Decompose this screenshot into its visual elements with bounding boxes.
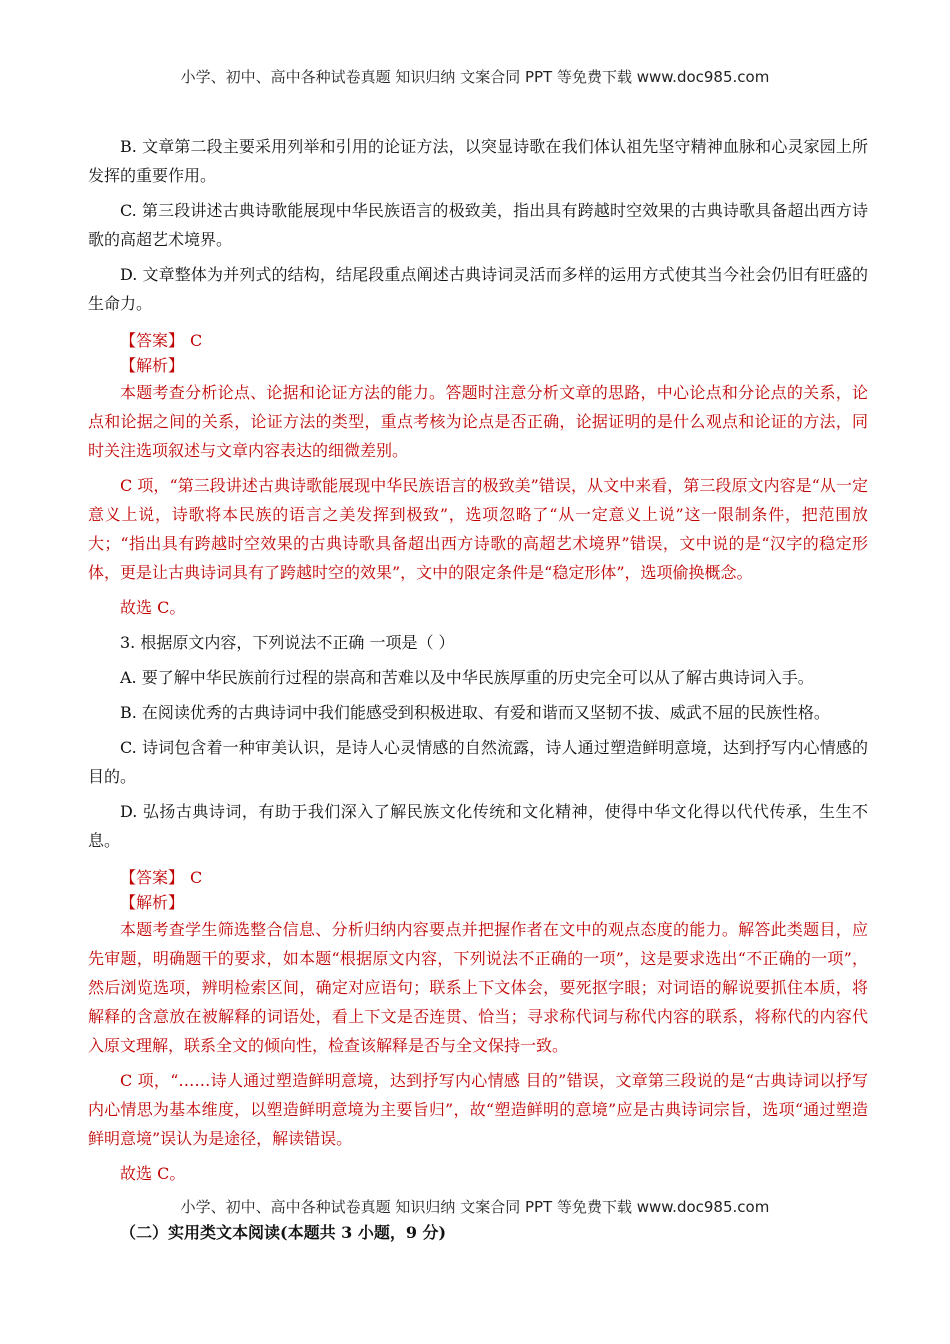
q2-analysis-p1: 本题考查分析论点、论据和论证方法的能力。答题时注意分析文章的思路，中心论点和分论点的关系，论点和论据之间的关系，论证方法的类型，重点考核为论点是否正确，论据证明的是什么观点和论证的方法，同时关注选项叙述与文章内容表达的细微差别。 [88,383,868,460]
q3-answer-value: C [190,868,203,887]
q3-stem: 3. 根据原文内容，下列说法不正确 一项是（ ） [120,633,455,652]
q2-analysis-label: 【解析】 [120,356,185,375]
q2-answer-value: C [190,331,203,350]
q2-answer [88,328,868,353]
page-header: 小学、初中、高中各种试卷真题 知识归纳 文案合同 PPT 等免费下载 www.doc985.com [180,68,770,86]
section-title: （二）实用类文本阅读(本题共 3 小题，9 分) [120,1223,447,1242]
q3-option-d: D. 弘扬古典诗词，有助于我们深入了解民族文化传统和文化精神，使得中华文化得以代代传承，生生不息。 [88,802,868,850]
q3-analysis-p1: 本题考查学生筛选整合信息、分析归纳内容要点并把握作者在文中的观点态度的能力。解答此类题目，应先审题，明确题干的要求，如本题“根据原文内容，下列说法不正确的一项”，这是要求选出“不正确的一项”，然后浏览选项，辨明检索区间，确定对应语句；联系上下文体会，要死抠字眼；对词语的解说要抓住本质，将解释的含意放在被解释的词语处，看上下文是否连贯、恰当；寻求称代词与称代内容的联系，将称代的内容代入原文理解，联系全文的倾向性，检查该解释是否与全文保持一致。 [88,920,868,1055]
q2-conclusion: 故选 C。 [120,598,186,617]
document-body [88,132,868,1246]
q3-answer [88,865,868,890]
q2-option-d: D. 文章整体为并列式的结构，结尾段重点阐述古典诗词灵活而多样的运用方式使其当今社会仍旧有旺盛的生命力。 [88,265,868,313]
q2-answer-label: 【答案】 [120,331,185,350]
q3-option-b: B. 在阅读优秀的古典诗词中我们能感受到积极进取、有爱和谐而又坚韧不拔、威武不屈的民族性格。 [120,703,830,722]
q2-analysis-p2: C 项，“第三段讲述古典诗歌能展现中华民族语言的极致美”错误，从文中来看，第三段原文内容是“从一定意义上说，诗歌将本民族的语言之美发挥到极致”，选项忽略了“从一定意义上说”这一限制条件，把范围放大；“指出具有跨越时空效果的古典诗歌具备超出西方诗歌的高超艺术境界”错误，文中说的是“汉字的稳定形体，更是让古典诗词具有了跨越时空的效果”，文中的限定条件是“稳定形体”，选项偷换概念。 [88,476,868,582]
q3-option-a: A. 要了解中华民族前行过程的崇高和苦难以及中华民族厚重的历史完全可以从了解古典诗词入手。 [120,668,814,687]
q2-option-b: B. 文章第二段主要采用列举和引用的论证方法，以突显诗歌在我们体认祖先坚守精神血脉和心灵家园上所发挥的重要作用。 [88,137,868,185]
page-footer: 小学、初中、高中各种试卷真题 知识归纳 文案合同 PPT 等免费下载 www.doc985.com [180,1198,770,1216]
q3-option-c: C. 诗词包含着一种审美认识，是诗人心灵情感的自然流露，诗人通过塑造鲜明意境，达到抒写内心情感的目的。 [88,738,868,786]
q2-option-c: C. 第三段讲述古典诗歌能展现中华民族语言的极致美，指出具有跨越时空效果的古典诗歌具备超出西方诗歌的高超艺术境界。 [88,201,868,249]
q3-analysis-p2: C 项，“……诗人通过塑造鲜明意境，达到抒写内心情感 目的”错误，文章第三段说的是“古典诗词以抒写内心情思为基本维度，以塑造鲜明意境为主要旨归”，故“塑造鲜明的意境”应是古典诗词宗旨，选项“通过塑造鲜明意境”误认为是途径，解读错误。 [88,1071,868,1148]
q3-conclusion: 故选 C。 [120,1164,186,1183]
q3-analysis-label: 【解析】 [120,893,185,912]
q3-answer-label: 【答案】 [120,868,185,887]
